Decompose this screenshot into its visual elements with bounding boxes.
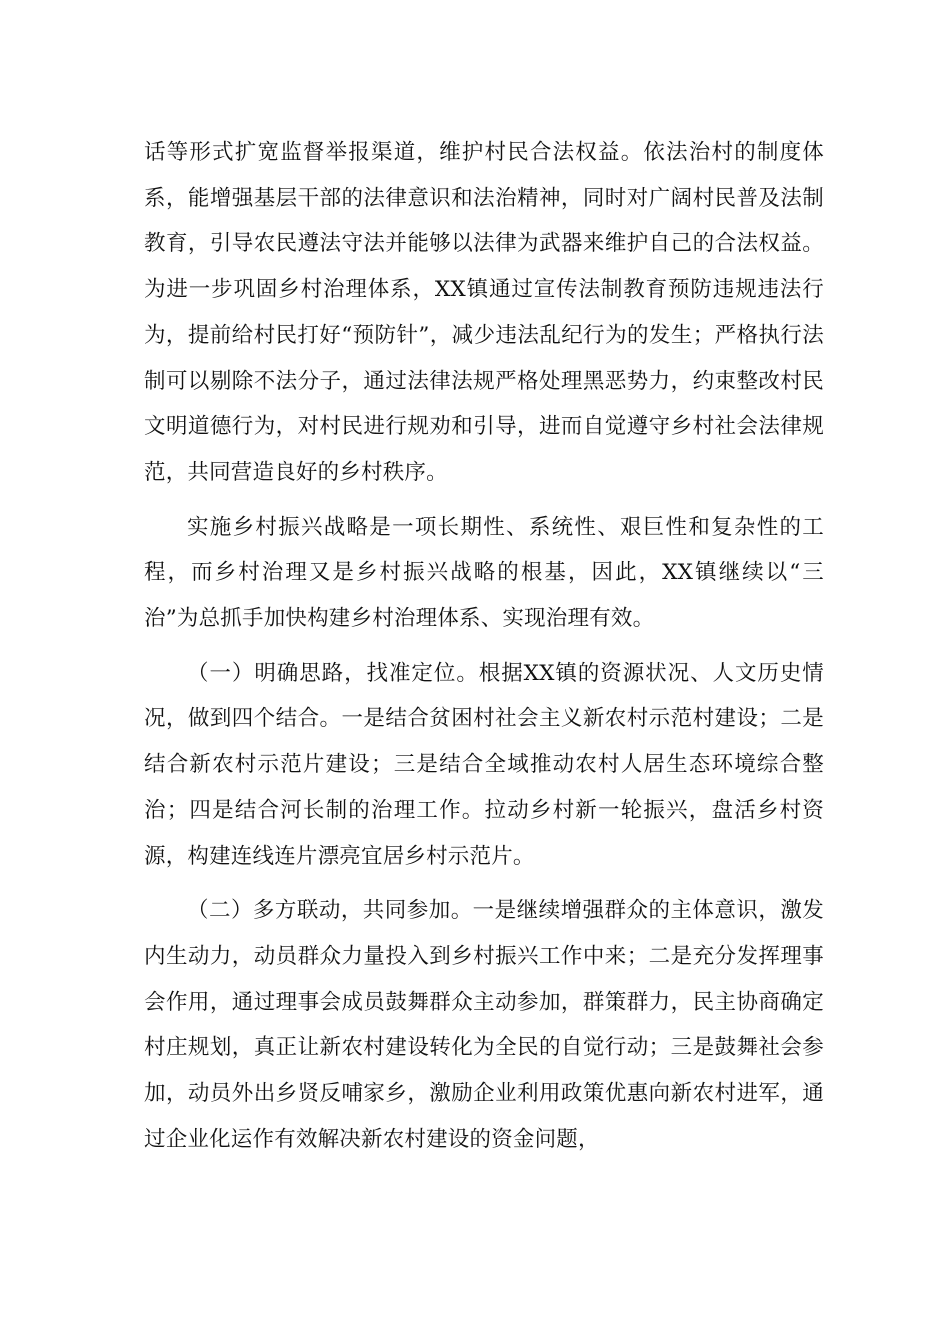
- paragraph-2: 实施乡村振兴战略是一项长期性、系统性、艰巨性和复杂性的工程，而乡村治理又是乡村振兴战略的根基，因此，XX镇继续以“三治”为总抓手加快构建乡村治理体系、实现治理有效。: [144, 514, 824, 632]
- document-body: [144, 130, 824, 1171]
- paragraph-3: （一）明确思路，找准定位。根据XX镇的资源状况、人文历史情况，做到四个结合。一是结合贫困村社会主义新农村示范村建设；二是结合新农村示范片建设；三是结合全域推动农村人居生态环境综合整治；四是结合河长制的治理工作。拉动乡村新一轮振兴，盘活乡村资源，构建连线连片漂亮宜居乡村示范片。: [144, 660, 824, 869]
- paragraph-4: （二）多方联动，共同参加。一是继续增强群众的主体意识，激发内生动力，动员群众力量投入到乡村振兴工作中来；二是充分发挥理事会作用，通过理事会成员鼓舞群众主动参加，群策群力，民主协商确定村庄规划，真正让新农村建设转化为全民的自觉行动；三是鼓舞社会参加，动员外出乡贤反哺家乡，激励企业利用政策优惠向新农村进军，通过企业化运作有效解决新农村建设的资金问题，: [144, 898, 824, 1152]
- paragraph-1: 话等形式扩宽监督举报渠道，维护村民合法权益。依法治村的制度体系，能增强基层干部的法律意识和法治精神，同时对广阔村民普及法制教育，引导农民遵法守法并能够以法律为武器来维护自己的合法权益。为进一步巩固乡村治理体系，XX镇通过宣传法制教育预防违规违法行为，提前给村民打好“预防针”，减少违法乱纪行为的发生；严格执行法制可以剔除不法分子，通过法律法规严格处理黑恶势力，约束整改村民文明道德行为，对村民进行规劝和引导，进而自觉遵守乡村社会法律规范，共同营造良好的乡村秩序。: [144, 140, 824, 485]
